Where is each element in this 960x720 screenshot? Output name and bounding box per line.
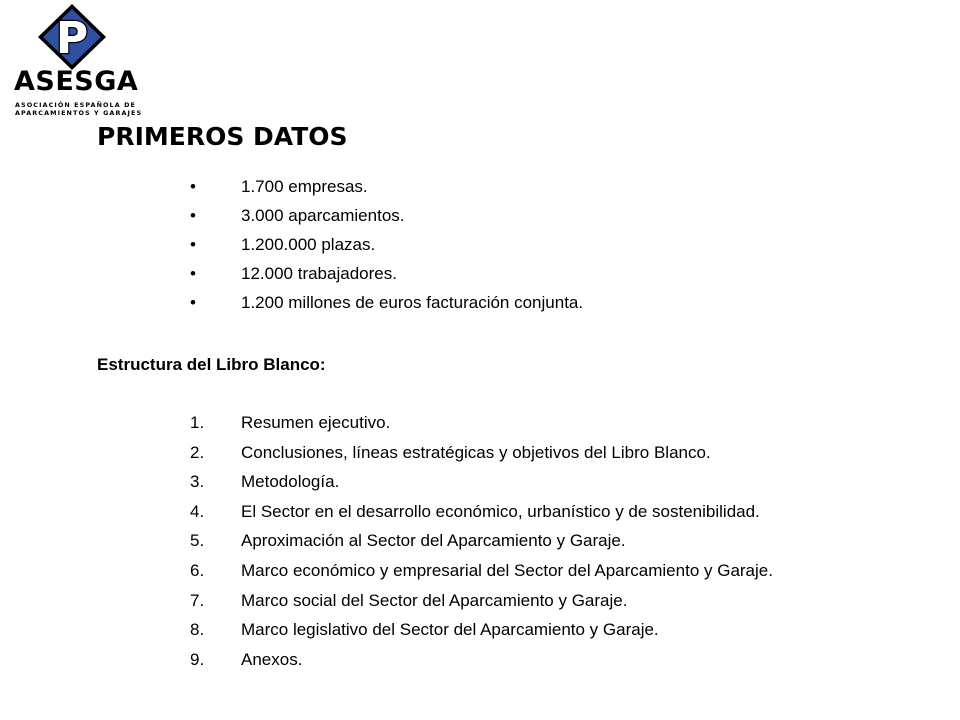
bullet-icon: • — [190, 206, 196, 225]
item-number: 8. — [190, 620, 205, 640]
logo-letter: P — [55, 13, 89, 64]
fact-text: 3.000 aparcamientos. — [241, 206, 405, 225]
bullet-icon: • — [190, 177, 196, 196]
asesga-logo — [8, 4, 148, 120]
item-text: Marco legislativo del Sector del Aparcamiento y Garaje. — [241, 620, 659, 640]
fact-text: 1.200.000 plazas. — [241, 235, 376, 254]
fact-text: 12.000 trabajadores. — [241, 264, 397, 283]
item-number: 4. — [190, 501, 205, 521]
item-number: 1. — [190, 413, 205, 432]
item-number: 2. — [190, 442, 205, 462]
item-text: El Sector en el desarrollo económico, urbanístico y de sostenibilidad. — [241, 501, 760, 521]
item-text: Metodología. — [241, 472, 340, 492]
item-text: Marco económico y empresarial del Sector del Aparcamiento y Garaje. — [241, 560, 773, 580]
page-title: PRIMEROS DATOS — [97, 122, 348, 151]
item-number: 7. — [190, 590, 205, 610]
item-number: 3. — [190, 472, 205, 492]
bullet-icon: • — [190, 235, 196, 254]
bullet-icon: • — [190, 293, 196, 312]
bullet-icon: • — [190, 264, 196, 283]
structure-heading: Estructura del Libro Blanco: — [97, 355, 326, 374]
fact-text: 1.700 empresas. — [241, 177, 368, 196]
logo-name: ASESGA — [14, 66, 139, 97]
logo-subtitle-line1: ASOCIACIÓN ESPAÑOLA DE — [15, 101, 136, 109]
fact-text: 1.200 millones de euros facturación conjunta. — [241, 293, 584, 312]
item-number: 6. — [190, 560, 205, 580]
item-number: 5. — [190, 531, 205, 551]
item-text: Marco social del Sector del Aparcamiento y Garaje. — [241, 590, 628, 610]
item-text: Anexos. — [241, 649, 303, 669]
logo-subtitle-line2: APARCAMIENTOS Y GARAJES — [15, 109, 143, 117]
item-text: Resumen ejecutivo. — [241, 413, 391, 432]
item-text: Conclusiones, líneas estratégicas y objetivos del Libro Blanco. — [241, 442, 711, 462]
item-text: Aproximación al Sector del Aparcamiento y Garaje. — [241, 531, 626, 551]
item-number: 9. — [190, 649, 205, 669]
parking-diamond-icon — [8, 4, 148, 70]
